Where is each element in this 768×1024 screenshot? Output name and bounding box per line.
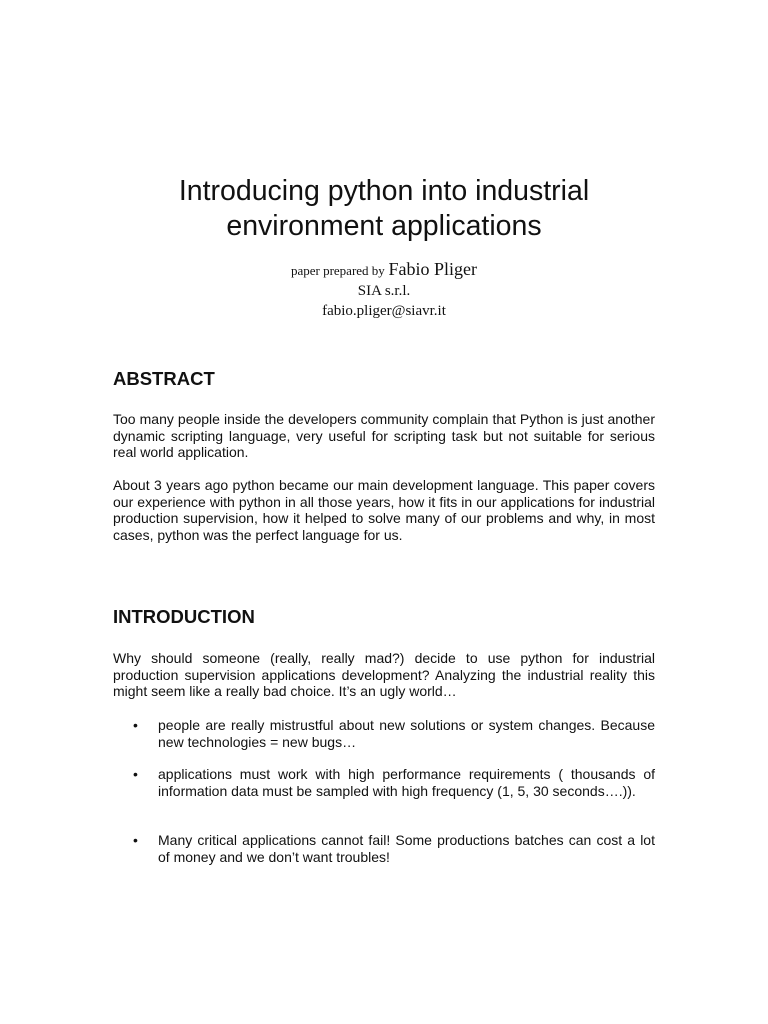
author-company: SIA s.r.l. <box>357 283 411 299</box>
bullet-marker: • <box>133 832 138 848</box>
bullet-marker: • <box>133 717 138 733</box>
paper-title <box>84 174 684 244</box>
author-line <box>84 259 684 281</box>
bullet-text: people are really mistrustful about new solutions or system changes. Because new technologies = new bugs… <box>158 717 655 750</box>
author-block <box>84 259 684 321</box>
paper-title-line-1: Introducing python into industrial <box>178 175 590 207</box>
byline-prefix: paper prepared by <box>290 263 385 278</box>
abstract-heading: ABSTRACT <box>113 368 215 389</box>
paper-title-line-2: environment applications <box>226 210 542 242</box>
bullet-marker: • <box>133 766 138 782</box>
abstract-paragraph-2: About 3 years ago python became our main development language. This paper covers our experience with python in all those years, how it fits in our applications for industrial production supervision, how it helped to solve many of our problems and why, in most cases, python was the perfect language for us. <box>113 477 655 543</box>
author-name: Fabio Pliger <box>388 259 478 279</box>
bullet-text: Many critical applications cannot fail! Some productions batches can cost a lot of money and we don’t want troubles! <box>158 832 655 865</box>
bullet-text: applications must work with high performance requirements ( thousands of information data must be sampled with high frequency (1, 5, 30 seconds….)). <box>158 766 655 799</box>
introduction-paragraph: Why should someone (really, really mad?) decide to use python for industrial production supervision applications development? Analyzing the industrial reality this might seem like a really bad choice. It’s an ugly world… <box>113 650 655 699</box>
author-email: fabio.pliger@siavr.it <box>322 303 446 319</box>
abstract-paragraph-1: Too many people inside the developers community complain that Python is just another dynamic scripting language, very useful for scripting task but not suitable for serious real world application. <box>113 411 655 460</box>
introduction-heading: INTRODUCTION <box>113 606 255 627</box>
